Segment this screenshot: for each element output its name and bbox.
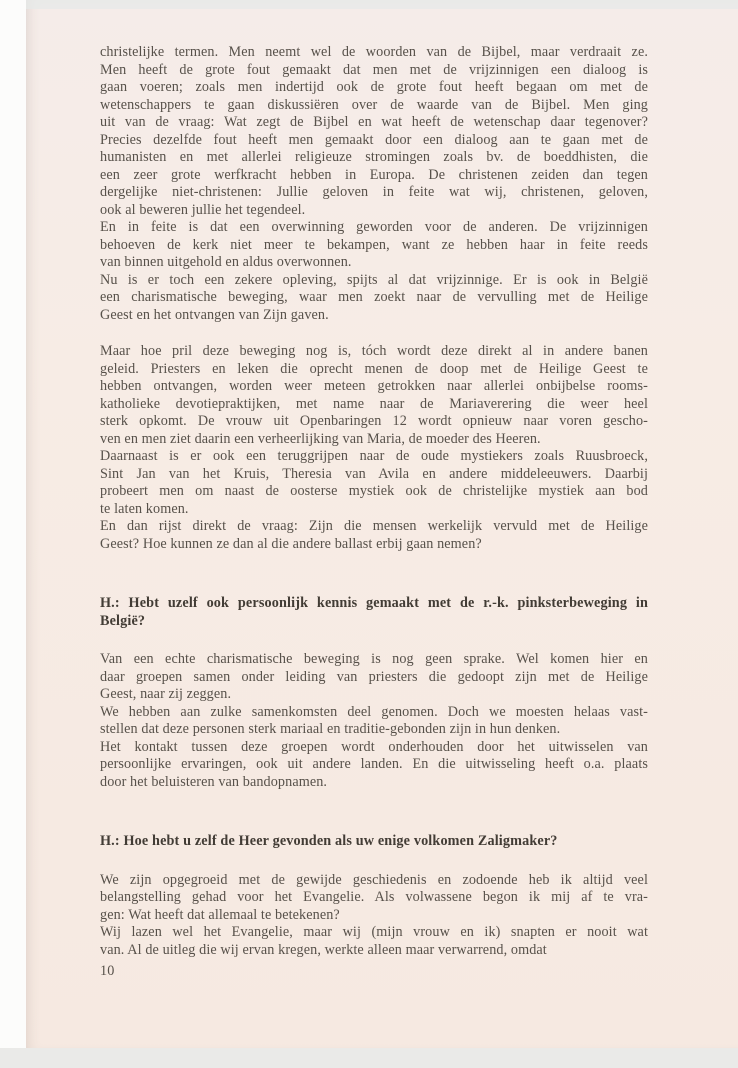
text-line: humanisten en met allerlei religieuze stromingen zoals bv. de boeddhisten, die <box>100 149 648 165</box>
text-line: daar groepen samen onder leiding van priesters die gedoopt zijn met de Heilige <box>100 668 648 685</box>
scan-left-edge <box>0 0 26 1048</box>
text-line: Sint Jan van het Kruis, Theresia van Avila en andere middeleeuwers. Daarbij <box>100 465 648 482</box>
paragraph <box>100 272 648 325</box>
text-line: Geest, naar zij zeggen. <box>100 686 232 702</box>
text-line: christelijke termen. Men neemt wel de woorden van de Bijbel, maar verdraait ze. <box>100 44 648 60</box>
text-line: een zeer grote werfkracht hebben in Europa. De christenen zeiden dan tegen <box>100 166 648 183</box>
scan-top-edge <box>26 0 738 9</box>
text-line: dergelijke niet-christenen: Jullie geloven in feite wat wij, christenen, geloven, <box>100 184 648 200</box>
paragraph <box>100 343 648 448</box>
page-number: 10 <box>100 963 115 979</box>
text-line: Precies dezelfde fout heeft men gemaakt door een dialoog aan te gaan met de <box>100 131 648 148</box>
text-line: Men heeft de grote fout gemaakt dat men met de vrijzinnigen een dialoog is <box>100 61 648 78</box>
text-line: gaan voeren; zoals men indertijd ook de grote fout heeft begaan om met de <box>100 79 648 95</box>
text-line: H.: Hebt uzelf ook persoonlijk kennis gemaakt met de r.-k. pinksterbeweging in <box>100 595 648 611</box>
text-line: Daarnaast is er ook een teruggrijpen naar de oude mystiekers zoals Ruusbroeck, <box>100 448 648 464</box>
text-line: En dan rijst direkt de vraag: Zijn die mensen werkelijk vervuld met de Heilige <box>100 518 648 534</box>
text-line: belangstelling gehad voor het Evangelie. Als volwassene begon ik mij af te vra- <box>100 889 648 905</box>
page-text <box>100 44 648 981</box>
text-line: Wij lazen wel het Evangelie, maar wij (mijn vrouw en ik) snapten er nooit wat <box>100 924 648 940</box>
question-heading <box>100 595 648 630</box>
paragraph <box>100 872 648 925</box>
text-line: ook al beweren jullie het tegendeel. <box>100 201 306 218</box>
text-line: Geest? Hoe kunnen ze dan al die andere ballast erbij gaan nemen? <box>100 535 482 552</box>
text-line: katholieke devotiepraktijken, met name naar de Mariaverering die weer heel <box>100 395 648 412</box>
text-line: te laten komen. <box>100 500 189 517</box>
text-line: probeert men om naast de oosterse mystiek ook de christelijke mystiek aan bod <box>100 483 648 499</box>
paragraph <box>100 44 648 219</box>
text-line: behoeven de kerk niet meer te bekampen, want ze hebben haar in feite reeds <box>100 236 648 253</box>
text-line: stellen dat deze personen sterk mariaal en traditie-gebonden zijn in hun denken. <box>100 721 561 737</box>
text-line: Het kontakt tussen deze groepen wordt onderhouden door het uitwisselen van <box>100 738 648 755</box>
text-line: Geest en het ontvangen van Zijn gaven. <box>100 306 329 323</box>
paragraph <box>100 518 648 553</box>
paragraph <box>100 448 648 518</box>
paragraph <box>100 704 648 739</box>
text-line: ven en men ziet daarin een verheerlijking van Maria, de moeder des Heeren. <box>100 430 541 447</box>
question-heading <box>100 833 648 851</box>
text-line: We hebben aan zulke samenkomsten deel genomen. Doch we moesten helaas vast- <box>100 703 648 720</box>
book-page <box>26 0 738 1048</box>
text-line: hebben ontvangen, worden weer meteen getrokken naar allerlei onbijbelse rooms- <box>100 378 648 394</box>
text-line: Van een echte charismatische beweging is nog geen sprake. Wel komen hier en <box>100 651 648 667</box>
text-line: H.: Hoe hebt u zelf de Heer gevonden als uw enige volkomen Zaligmaker? <box>100 833 558 849</box>
text-line: gen: Wat heeft dat allemaal te betekenen? <box>100 906 340 923</box>
scan-bottom-edge <box>0 1048 738 1068</box>
text-line: een charismatische beweging, waar men zoekt naar de vervulling met de Heilige <box>100 289 648 305</box>
text-line: persoonlijke ervaringen, ook uit andere landen. En die uitwisseling heeft o.a. plaats <box>100 756 648 772</box>
text-line: geleid. Priesters en leken die oprecht menen de doop met de Heilige Geest te <box>100 360 648 377</box>
text-line: Maar hoe pril deze beweging nog is, tóch wordt deze direkt al in andere banen <box>100 343 648 359</box>
paragraph <box>100 924 648 959</box>
text-line: Nu is er toch een zekere opleving, spijts al dat vrijzinnige. Er is ook in België <box>100 271 648 288</box>
text-line: van binnen uitgehold en aldus overwonnen. <box>100 254 352 270</box>
text-line: België? <box>100 612 146 629</box>
text-line: wetenschappers te gaan diskussiëren over de waarde van de Bijbel. Men ging <box>100 96 648 113</box>
text-line: uit van de vraag: Wat zegt de Bijbel en wat heeft de wetenschap daar tegenover? <box>100 114 648 130</box>
paragraph <box>100 739 648 792</box>
paragraph <box>100 219 648 272</box>
text-line: door het beluisteren van bandopnamen. <box>100 773 328 790</box>
text-line: van. Al de uitleg die wij ervan kregen, werkte alleen maar verwarrend, omdat <box>100 941 547 958</box>
paragraph <box>100 651 648 704</box>
text-line: We zijn opgegroeid met de gewijde geschiedenis en zodoende heb ik altijd veel <box>100 871 648 888</box>
text-line: sterk opkomt. De vrouw uit Openbaringen 12 wordt opnieuw naar voren gescho- <box>100 413 648 429</box>
text-line: En in feite is dat een overwinning geworden voor de anderen. De vrijzinnigen <box>100 219 648 235</box>
